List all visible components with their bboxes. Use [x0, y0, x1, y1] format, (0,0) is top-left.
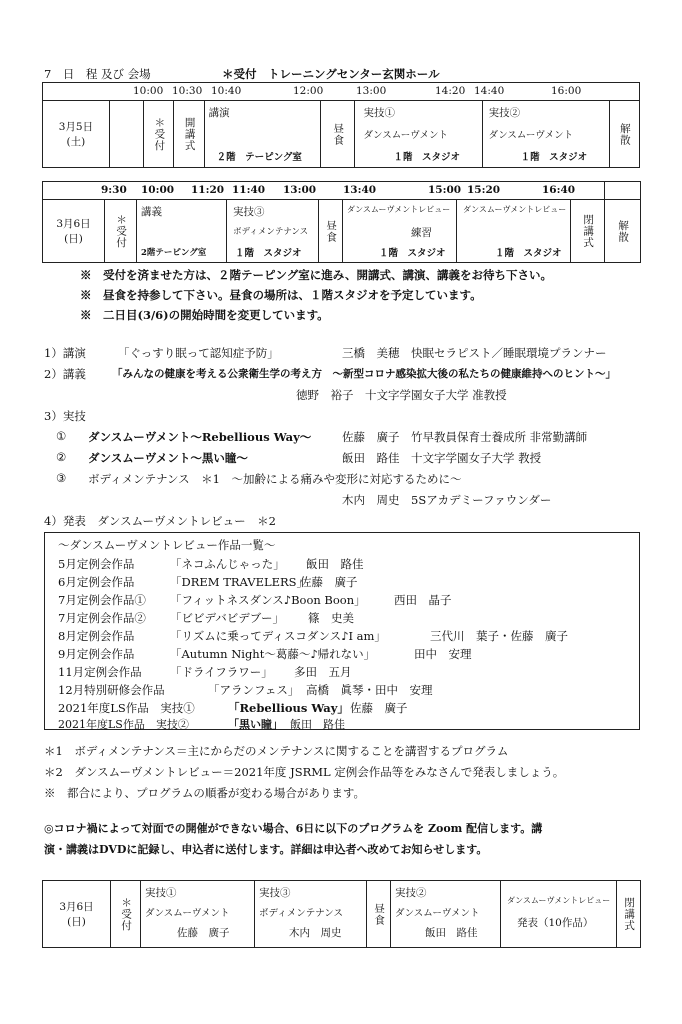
review-work-title: 「ビビデバビデブー」 [170, 611, 284, 625]
zoom-c2-person: 木内 周史 [289, 927, 342, 939]
day1-practice2-room: １階 スタジオ [520, 152, 588, 163]
day1-weekday: (土) [66, 136, 86, 148]
review-work-label: 7月定例会作品① [58, 593, 146, 607]
zoom-c3-title: 実技② [395, 887, 427, 899]
program-item1-speaker: 三橋 美穂 快眠セラピスト／睡眠環境プランナー [342, 346, 607, 360]
zoom-c2-title: 実技③ [259, 887, 291, 899]
day2-lecture-title: 講義 [141, 206, 162, 218]
zoom-c4-sub: 発表（10作品） [517, 917, 594, 929]
day1-practice2-name: ダンスムーヴメント [488, 130, 574, 141]
zoom-c1-title: 実技① [145, 887, 177, 899]
practice3-num: ③ [56, 471, 67, 485]
reception-location: ＊受付 トレーニングセンター玄関ホール [222, 67, 440, 81]
day2-time-7: 15:20 [467, 184, 501, 196]
day2-date: 3月6日 [56, 218, 91, 230]
program-item2-title: 「みんなの健康を考える公衆衛生学の考え方 ～新型コロナ感染拡大後の私たちの健康維持へのヒント～」 [112, 368, 616, 380]
day2-practice3-cell [227, 200, 319, 263]
zoom-c2-cell [255, 881, 367, 948]
review-work-label: 5月定例会作品 [58, 557, 135, 571]
zoom-lunch: 昼食 [373, 902, 386, 926]
day1-practice1-room: １階 スタジオ [393, 152, 460, 163]
day2-lecture-cell [137, 200, 227, 263]
practice3-speaker: 木内 周史 5Sアカデミーファウンダー [342, 493, 552, 507]
day2-time-4: 13:00 [283, 184, 317, 196]
schedule-label: 7 日 程 及び 会場 [44, 67, 151, 81]
zoom-date: 3月6日 [59, 901, 94, 913]
day2-schedule-table [42, 181, 641, 263]
review-work-title: 「ネコふんじゃった」 [170, 557, 285, 571]
practice1-speaker: 佐藤 廣子 竹早教員保育士養成所 非常勤講師 [342, 430, 588, 444]
review-work-title: 「アランフェス」 [208, 683, 300, 697]
day1-lunch: 昼食 [332, 122, 345, 146]
review-work-label: 2021年度LS作品 実技② [58, 718, 189, 731]
zoom-schedule-table [42, 880, 641, 948]
program-item2-num: 2）講義 [44, 367, 86, 381]
zoom-c3-person: 飯田 路佳 [425, 927, 478, 939]
day1-blank-cell [109, 101, 143, 168]
review-work-author: 三代川 葉子・佐藤 廣子 [430, 629, 568, 643]
day2-review1-sub: 練習 [411, 227, 432, 239]
practice2-speaker: 飯田 路佳 十文字学園女子大学 教授 [342, 451, 542, 465]
program-item1-title: 「ぐっすり眠って認知症予防」 [118, 346, 279, 360]
review-work-label: 11月定例会作品 [58, 665, 142, 679]
day2-closing: 閉講式 [582, 213, 595, 249]
zoom-c3-name: ダンスムーヴメント [395, 908, 480, 919]
notice-1: ※ 受付を済ませた方は、２階テーピング室に進み、開講式、講演、講義をお待ち下さい。 [80, 268, 552, 282]
review-work-title: 「リズムに乗ってディスコダンス♪I am」 [170, 629, 386, 643]
day2-time-3: 11:40 [232, 184, 266, 196]
day1-time-6: 14:40 [474, 85, 505, 97]
day1-time-3: 12:00 [293, 85, 324, 97]
day2-date-cell [43, 200, 105, 263]
day2-time-row [43, 182, 605, 200]
day1-time-1: 10:30 [172, 85, 203, 97]
practice1-num: ① [56, 429, 67, 443]
review-list-heading: ～ダンスムーヴメントレビュー作品一覧～ [58, 538, 276, 552]
day2-practice3-title: 実技③ [233, 206, 265, 218]
review-work-label: 9月定例会作品 [58, 647, 135, 661]
program-item3-heading: 3）実技 [44, 409, 86, 423]
day1-practice1-cell [355, 101, 482, 168]
review-work-label: 7月定例会作品② [58, 611, 146, 625]
zoom-notice-line2: 演・講義はDVDに記録し、申込者に送付します。詳細は申込者へ改めてお知らせします。 [44, 843, 488, 856]
day1-schedule-table [42, 82, 640, 168]
day2-time-2: 11:20 [191, 184, 225, 196]
review-work-author: 飯田 路佳 [290, 718, 345, 731]
day2-lecture-room: 2階テーピング室 [141, 248, 207, 258]
day1-practice2-title: 実技② [488, 107, 521, 119]
zoom-c1-person: 佐藤 廣子 [177, 927, 230, 939]
day1-opening: 開講式 [183, 116, 196, 152]
day2-practice3-room: １階 スタジオ [235, 248, 302, 259]
day2-weekday: (日) [64, 233, 83, 245]
review-work-author: 佐藤 廣子 [350, 701, 408, 715]
footnote-3: ※ 都合により、プログラムの順番が変わる場合があります。 [44, 786, 365, 800]
review-work-title: 「黒い瞳」 [228, 718, 283, 731]
practice3-title: ボディメンテナンス ＊1 ～加齢による痛みや変形に対応するために～ [88, 472, 462, 486]
review-work-title: 「DREM TRAVELERS」 [170, 575, 309, 589]
notice-3: ※ 二日目(3/6)の開始時間を変更しています。 [80, 308, 329, 322]
day1-lecture-room: ２階 テーピング室 [216, 152, 302, 163]
review-work-author: 飯田 路佳 [306, 557, 364, 571]
review-work-author: 高橋 眞琴・田中 安理 [306, 683, 433, 697]
day1-time-4: 13:00 [356, 85, 387, 97]
zoom-c4-title: ダンスムーヴメントレビュー [507, 896, 611, 905]
review-work-label: 12月特別研修会作品 [58, 683, 165, 697]
program-item4: 4）発表 ダンスムーヴメントレビュー ＊2 [44, 514, 276, 528]
day1-time-2: 10:40 [211, 85, 242, 97]
day1-date-cell [43, 101, 110, 168]
day2-lunch: 昼食 [325, 219, 338, 243]
day1-practice2-cell [482, 101, 609, 168]
day2-time-6: 15:00 [428, 184, 462, 196]
day2-reception: ＊受付 [115, 213, 128, 249]
review-work-label: 6月定例会作品 [58, 575, 135, 589]
day2-review2-cell [457, 200, 571, 263]
review-work-title: 「ドライフラワー」 [170, 665, 273, 679]
zoom-c1-cell [141, 881, 255, 948]
notice-2: ※ 昼食を持参して下さい。昼食の場所は、１階スタジオを予定しています。 [80, 288, 482, 302]
review-work-label: 2021年度LS作品 実技① [58, 701, 195, 715]
review-work-author: 多田 五月 [294, 665, 352, 679]
zoom-weekday: (日) [67, 916, 86, 928]
review-work-author: 佐藤 廣子 [300, 575, 358, 589]
day1-time-0: 10:00 [133, 85, 164, 97]
day2-practice3-name: ボディメンテナンス [233, 227, 309, 237]
day1-date: 3月5日 [58, 121, 94, 133]
day2-time-8: 16:40 [542, 184, 576, 196]
day1-practice1-title: 実技① [363, 107, 395, 119]
practice2-num: ② [56, 450, 67, 464]
review-work-title: 「Autumn Night～葛藤～♪帰れない」 [170, 647, 376, 661]
day1-reception: ＊受付 [153, 116, 166, 152]
day2-time-row-end [605, 182, 641, 200]
review-work-author: 篠 史美 [308, 611, 354, 625]
zoom-notice-line1: ◎コロナ禍によって対面での開催ができない場合、6日に以下のプログラムを Zoom 配信します。講 [44, 822, 543, 835]
day2-review1-room: １階 スタジオ [379, 248, 446, 259]
day2-review1-cell [343, 200, 457, 263]
practice1-title: ダンスムーヴメント～Rebellious Way～ [88, 430, 312, 444]
zoom-c2-name: ボディメンテナンス [259, 908, 343, 919]
zoom-reception: ＊受付 [120, 896, 133, 932]
day1-lecture-title: 講演 [208, 107, 230, 119]
zoom-c1-name: ダンスムーヴメント [145, 908, 230, 919]
day1-time-7: 16:00 [551, 85, 582, 97]
day2-time-1: 10:00 [141, 184, 175, 196]
zoom-date-cell [43, 881, 111, 948]
day2-time-0: 9:30 [101, 184, 127, 196]
program-item2-speaker: 徳野 裕子 十文字学園女子大学 准教授 [296, 388, 507, 402]
review-work-title: 「フィットネスダンス♪Boon Boon」 [170, 593, 366, 607]
zoom-c3-cell [391, 881, 501, 948]
day1-time-row [43, 83, 640, 101]
day2-time-5: 13:40 [343, 184, 377, 196]
footnote-1: ＊1 ボディメンテナンス＝主にからだのメンテナンスに関することを講習するプログラム [44, 744, 509, 758]
day1-practice1-name: ダンスムーヴメント [363, 130, 449, 141]
day2-review2-title: ダンスムーヴメントレビュー [463, 205, 567, 214]
review-work-label: 8月定例会作品 [58, 629, 135, 643]
program-item1-num: 1）講演 [44, 346, 86, 360]
day1-time-5: 14:20 [435, 85, 466, 97]
zoom-closing: 閉講式 [623, 896, 636, 932]
review-work-author: 田中 安理 [414, 647, 472, 661]
review-work-author: 西田 晶子 [394, 593, 452, 607]
day2-review1-title: ダンスムーヴメントレビュー [347, 205, 451, 214]
day2-dismiss: 解散 [617, 219, 630, 243]
day1-dismiss: 解散 [618, 122, 631, 146]
review-work-title: 「Rebellious Way」 [228, 701, 349, 715]
footnote-2: ＊2 ダンスムーヴメントレビュー＝2021年度 JSRML 定例会作品等をみなさんで発表しましょう。 [44, 765, 565, 779]
zoom-c4-cell [501, 881, 617, 948]
day1-lecture-cell [204, 101, 320, 168]
day2-review2-room: １階 スタジオ [495, 248, 562, 259]
practice2-title: ダンスムーヴメント～黒い瞳～ [88, 451, 248, 465]
